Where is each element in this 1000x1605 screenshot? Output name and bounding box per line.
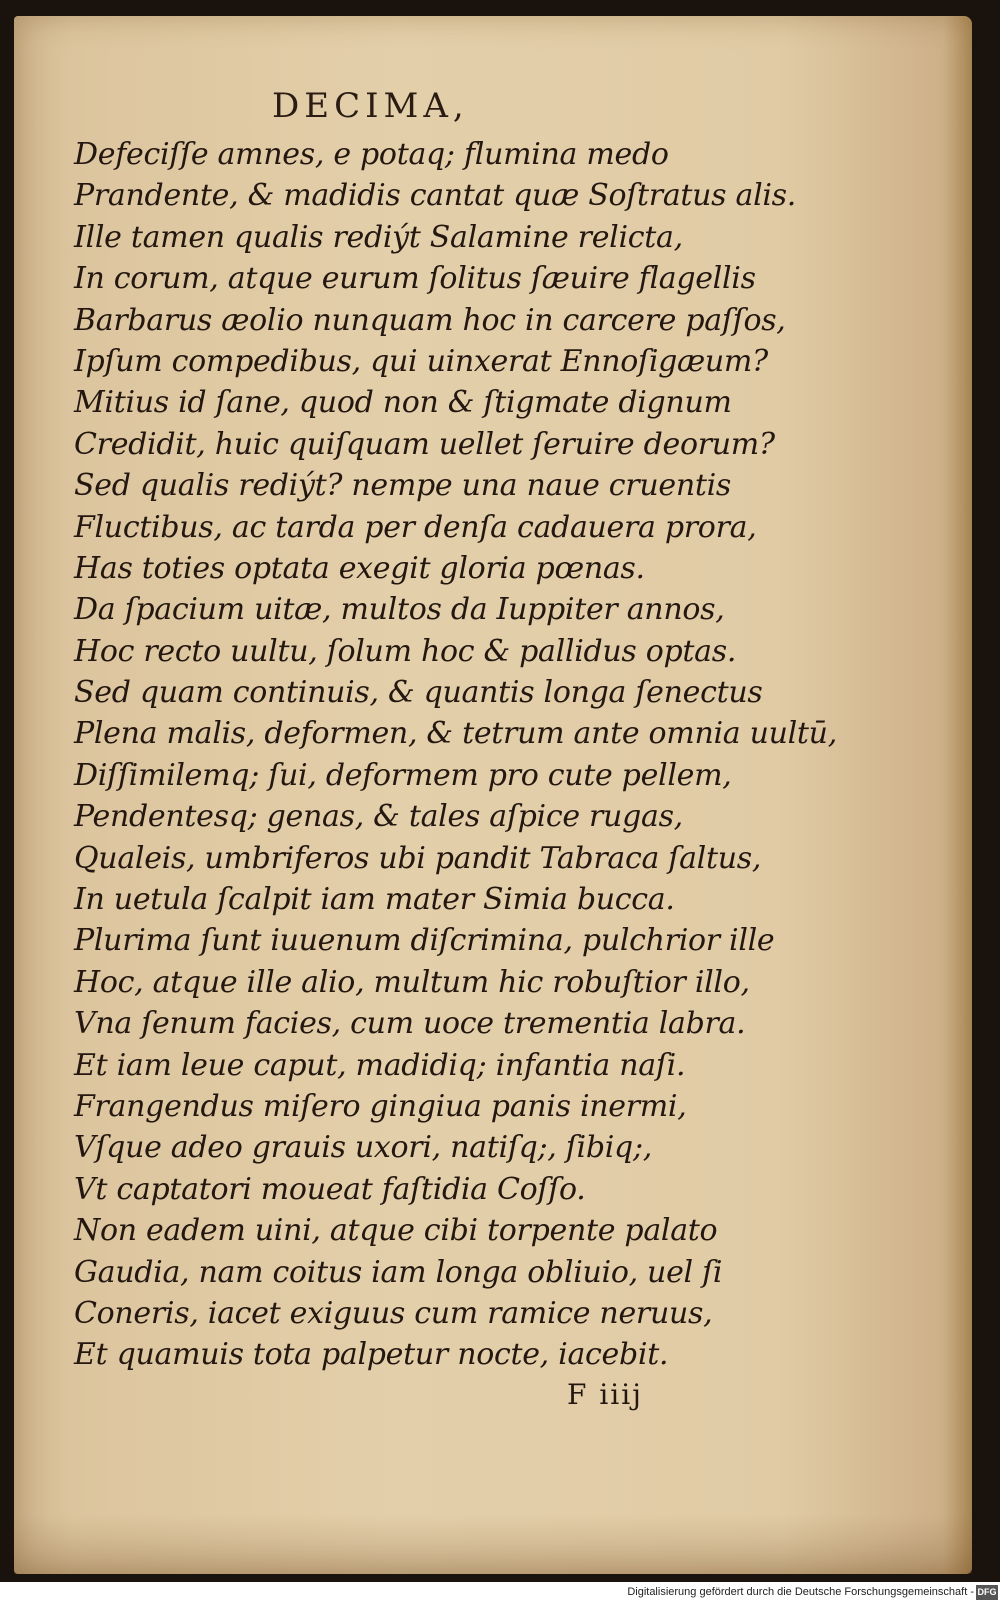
verse-line: Mitius id ſane, quod non & ſtigmate dignum: [74, 385, 732, 421]
verse-line: Ille tamen qualis rediýt Salamine relicta,: [74, 219, 683, 255]
verse-line: Plurima ſunt iuuenum diſcrimina, pulchrior ille: [74, 923, 775, 959]
dfg-logo: DFG: [976, 1585, 998, 1600]
verse-line: Pendentesq; genas, & tales aſpice rugas,: [74, 799, 683, 835]
verse-line: Qualeis, umbriferos ubi pandit Tabraca ſaltus,: [74, 840, 762, 876]
verse-line: Credidit, huic quiſquam uellet ſeruire deorum?: [74, 426, 775, 462]
verse-line: Prandente, & madidis cantat quæ Soſtratus alis.: [74, 178, 797, 214]
footer-credit: Digitalisierung gefördert durch die Deutsche Forschungsgemeinschaft -: [627, 1586, 974, 1598]
verse-line: Has toties optata exegit gloria pœnas.: [74, 550, 645, 586]
verse-line: Sed qualis rediýt? nempe una naue cruentis: [74, 468, 731, 504]
verse-line: Vna ſenum facies, cum uoce trementia labra.: [74, 1006, 746, 1042]
verse-text: [74, 134, 837, 1376]
verse-line: Gaudia, nam coitus iam longa obliuio, uel ſi: [74, 1254, 723, 1290]
verse-line: Et quamuis tota palpetur nocte, iacebit.: [74, 1337, 669, 1373]
verse-line: Hoc recto uultu, ſolum hoc & pallidus optas.: [74, 633, 737, 669]
verse-line: In corum, atque eurum ſolitus ſæuire flagellis: [74, 261, 756, 297]
verse-line: Hoc, atque ille alio, multum hic robuſtior illo,: [74, 964, 750, 1000]
signature-mark: F iiij: [567, 1378, 643, 1411]
verse-line: Plena malis, deformen, & tetrum ante omnia uultū,: [74, 716, 837, 752]
paper-page: [14, 16, 972, 1574]
running-head: DECIMA,: [272, 86, 469, 126]
verse-line: Ipſum compedibus, qui uinxerat Ennoſigæum?: [74, 343, 768, 379]
verse-line: Vt captatori moueat faſtidia Coſſo.: [74, 1171, 586, 1207]
verse-line: Barbarus æolio nunquam hoc in carcere paſſos,: [74, 302, 786, 338]
verse-line: In uetula ſcalpit iam mater Simia bucca.: [74, 882, 675, 918]
verse-line: Vſque adeo grauis uxori, natiſq;, ſibiq;,: [74, 1130, 653, 1166]
footer-bar: [0, 1582, 1000, 1605]
verse-line: Sed quam continuis, & quantis longa ſenectus: [74, 675, 763, 711]
verse-line: Et iam leue caput, madidiq; infantia naſi.: [74, 1047, 686, 1083]
verse-line: Fluctibus, ac tarda per denſa cadauera prora,: [74, 509, 757, 545]
verse-line: Coneris, iacet exiguus cum ramice neruus,: [74, 1295, 713, 1331]
verse-line: Diſſimilemq; ſui, deformem pro cute pellem,: [74, 757, 732, 793]
verse-line: Frangendus miſero gingiua panis inermi,: [74, 1088, 687, 1124]
verse-line: Da ſpacium uitæ, multos da Iuppiter annos,: [74, 592, 725, 628]
verse-line: Defeciſſe amnes, e potaq; flumina medo: [74, 137, 669, 172]
verse-line: Non eadem uini, atque cibi torpente palato: [74, 1213, 718, 1249]
